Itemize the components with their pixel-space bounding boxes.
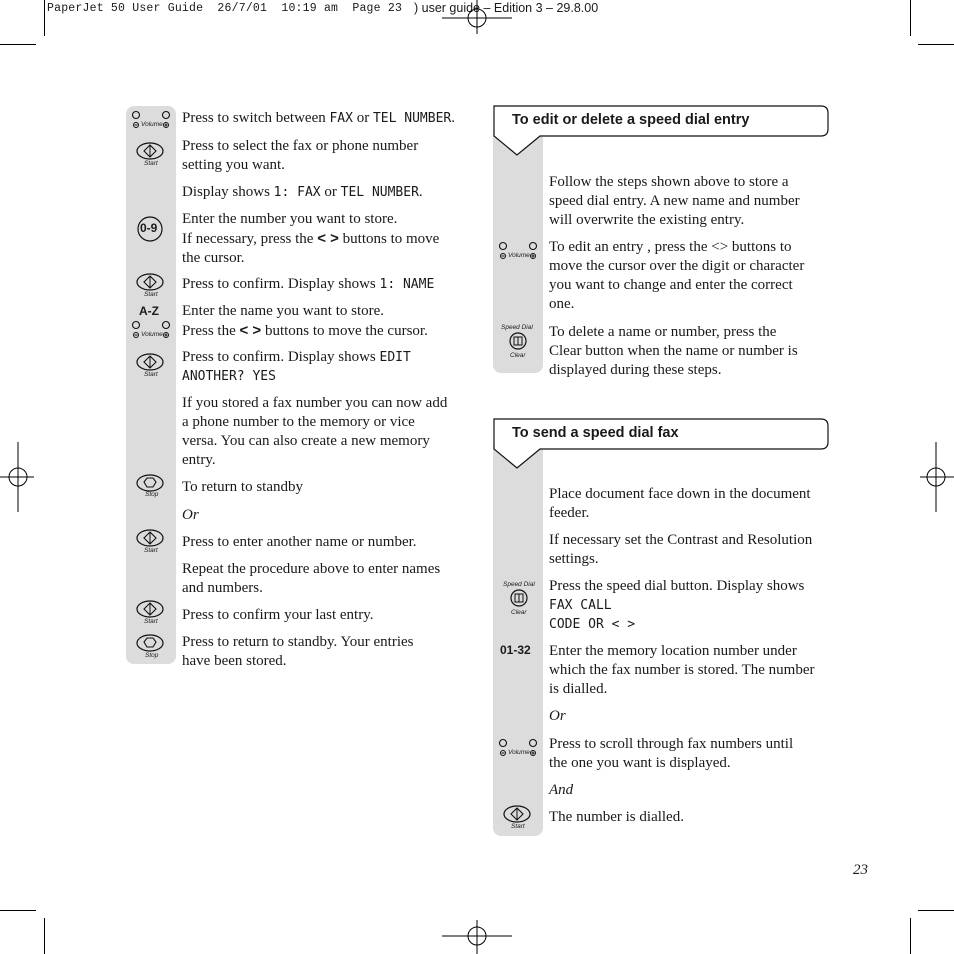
step-repeat-procedure: Repeat the procedure above to enter names and numbers.	[182, 561, 441, 596]
start-caption: Start	[144, 371, 158, 378]
crop-mark	[44, 918, 45, 954]
step-add-phone-number: If you stored a fax number you can now add a phone number to the memory or vice versa. You can also create a new memory entry.	[182, 395, 448, 468]
crop-mark	[910, 918, 911, 954]
volume-caption: Volume	[508, 252, 530, 259]
crop-mark	[0, 44, 36, 45]
send-para-place-document: Place document face down in the document feeder.	[549, 486, 811, 521]
send-para-memory-location: Enter the memory location number under which the fax number is stored. The number is dialled.	[549, 643, 815, 697]
clear-caption: Clear	[510, 352, 526, 359]
step-confirm-last: Press to confirm your last entry.	[182, 607, 374, 623]
send-para-contrast: If necessary set the Contrast and Resolution settings.	[549, 532, 813, 567]
crop-mark	[44, 0, 45, 36]
keypad-digits-label: 0-9	[140, 221, 158, 235]
volume-caption: Volume	[508, 749, 530, 756]
or-connector: Or	[549, 708, 566, 724]
step-confirm-name: Press to confirm. Display shows 1: NAME	[182, 276, 435, 292]
step-select-setting: Press to select the fax or phone number setting you want.	[182, 138, 419, 173]
memory-location-label: 01-32	[500, 643, 531, 657]
crop-mark	[910, 0, 911, 36]
print-slug-edition: ) user guide – Edition 3 – 29.8.00	[414, 1, 599, 15]
start-caption: Start	[144, 160, 158, 167]
start-icon	[136, 529, 164, 548]
start-caption: Start	[511, 823, 525, 830]
or-connector: Or	[182, 507, 199, 523]
speed-dial-caption: Speed Dial	[501, 324, 533, 331]
section-title-send: To send a speed dial fax	[512, 425, 679, 441]
clear-caption: Clear	[511, 609, 527, 616]
start-icon	[136, 273, 164, 292]
edit-para-delete-entry: To delete a name or number, press the Clear button when the name or number is displayed during these steps.	[549, 324, 798, 378]
button-rail-send	[493, 444, 543, 836]
start-icon	[136, 142, 164, 161]
registration-mark-right	[918, 442, 954, 512]
edit-para-edit-entry: To edit an entry , press the <> buttons to move the cursor over the digit or character you want to change and enter the correct one.	[549, 239, 805, 312]
and-connector: And	[549, 782, 574, 798]
step-confirm-edit-another: Press to confirm. Display shows EDIT ANOTHER? YES	[182, 349, 411, 384]
step-return-stored: Press to return to standby. Your entries have been stored.	[182, 634, 414, 669]
step-enter-name: Enter the name you want to store. Press the < > buttons to move the cursor.	[182, 303, 428, 339]
page-number: 23	[853, 862, 868, 878]
stop-caption: Stop	[145, 491, 159, 498]
step-switch-fax-tel: Press to switch between FAX or TEL NUMBER.	[182, 110, 455, 126]
start-caption: Start	[144, 547, 158, 554]
section-title-edit: To edit or delete a speed dial entry	[512, 112, 750, 128]
speed-dial-icon	[504, 327, 532, 355]
button-rail-left	[126, 106, 176, 664]
step-display-shows: Display shows 1: FAX or TEL NUMBER.	[182, 184, 423, 200]
registration-mark-bottom	[442, 918, 512, 954]
speed-dial-icon	[505, 584, 533, 612]
speed-dial-caption: Speed Dial	[503, 581, 535, 588]
start-icon	[503, 805, 531, 824]
registration-mark-left	[0, 442, 36, 512]
step-enter-number: Enter the number you want to store. If necessary, press the < > buttons to move the cursor.	[182, 211, 440, 266]
send-para-number-dialled: The number is dialled.	[549, 809, 684, 825]
crop-mark	[918, 910, 954, 911]
stop-icon	[136, 634, 164, 653]
keypad-letters-label: A-Z	[139, 304, 159, 318]
send-para-scroll: Press to scroll through fax numbers until the one you want is displayed.	[549, 736, 794, 771]
start-caption: Start	[144, 291, 158, 298]
crop-mark	[918, 44, 954, 45]
registration-mark-top	[442, 0, 512, 36]
start-caption: Start	[144, 618, 158, 625]
print-slug: PaperJet 50 User Guide 26/7/01 10:19 am Page 23	[47, 2, 403, 15]
volume-caption: Volume	[141, 331, 163, 338]
edit-para-follow-steps: Follow the steps shown above to store a speed dial entry. A new name and number will overwrite the existing entry.	[549, 174, 800, 228]
start-icon	[136, 600, 164, 619]
start-icon	[136, 353, 164, 372]
volume-caption: Volume	[141, 121, 163, 128]
step-enter-another: Press to enter another name or number.	[182, 534, 417, 550]
crop-mark	[0, 910, 36, 911]
stop-caption: Stop	[145, 652, 159, 659]
send-para-speed-dial-button: Press the speed dial button. Display shows FAX CALL CODE OR < >	[549, 578, 805, 632]
step-return-standby: To return to standby	[182, 479, 304, 495]
